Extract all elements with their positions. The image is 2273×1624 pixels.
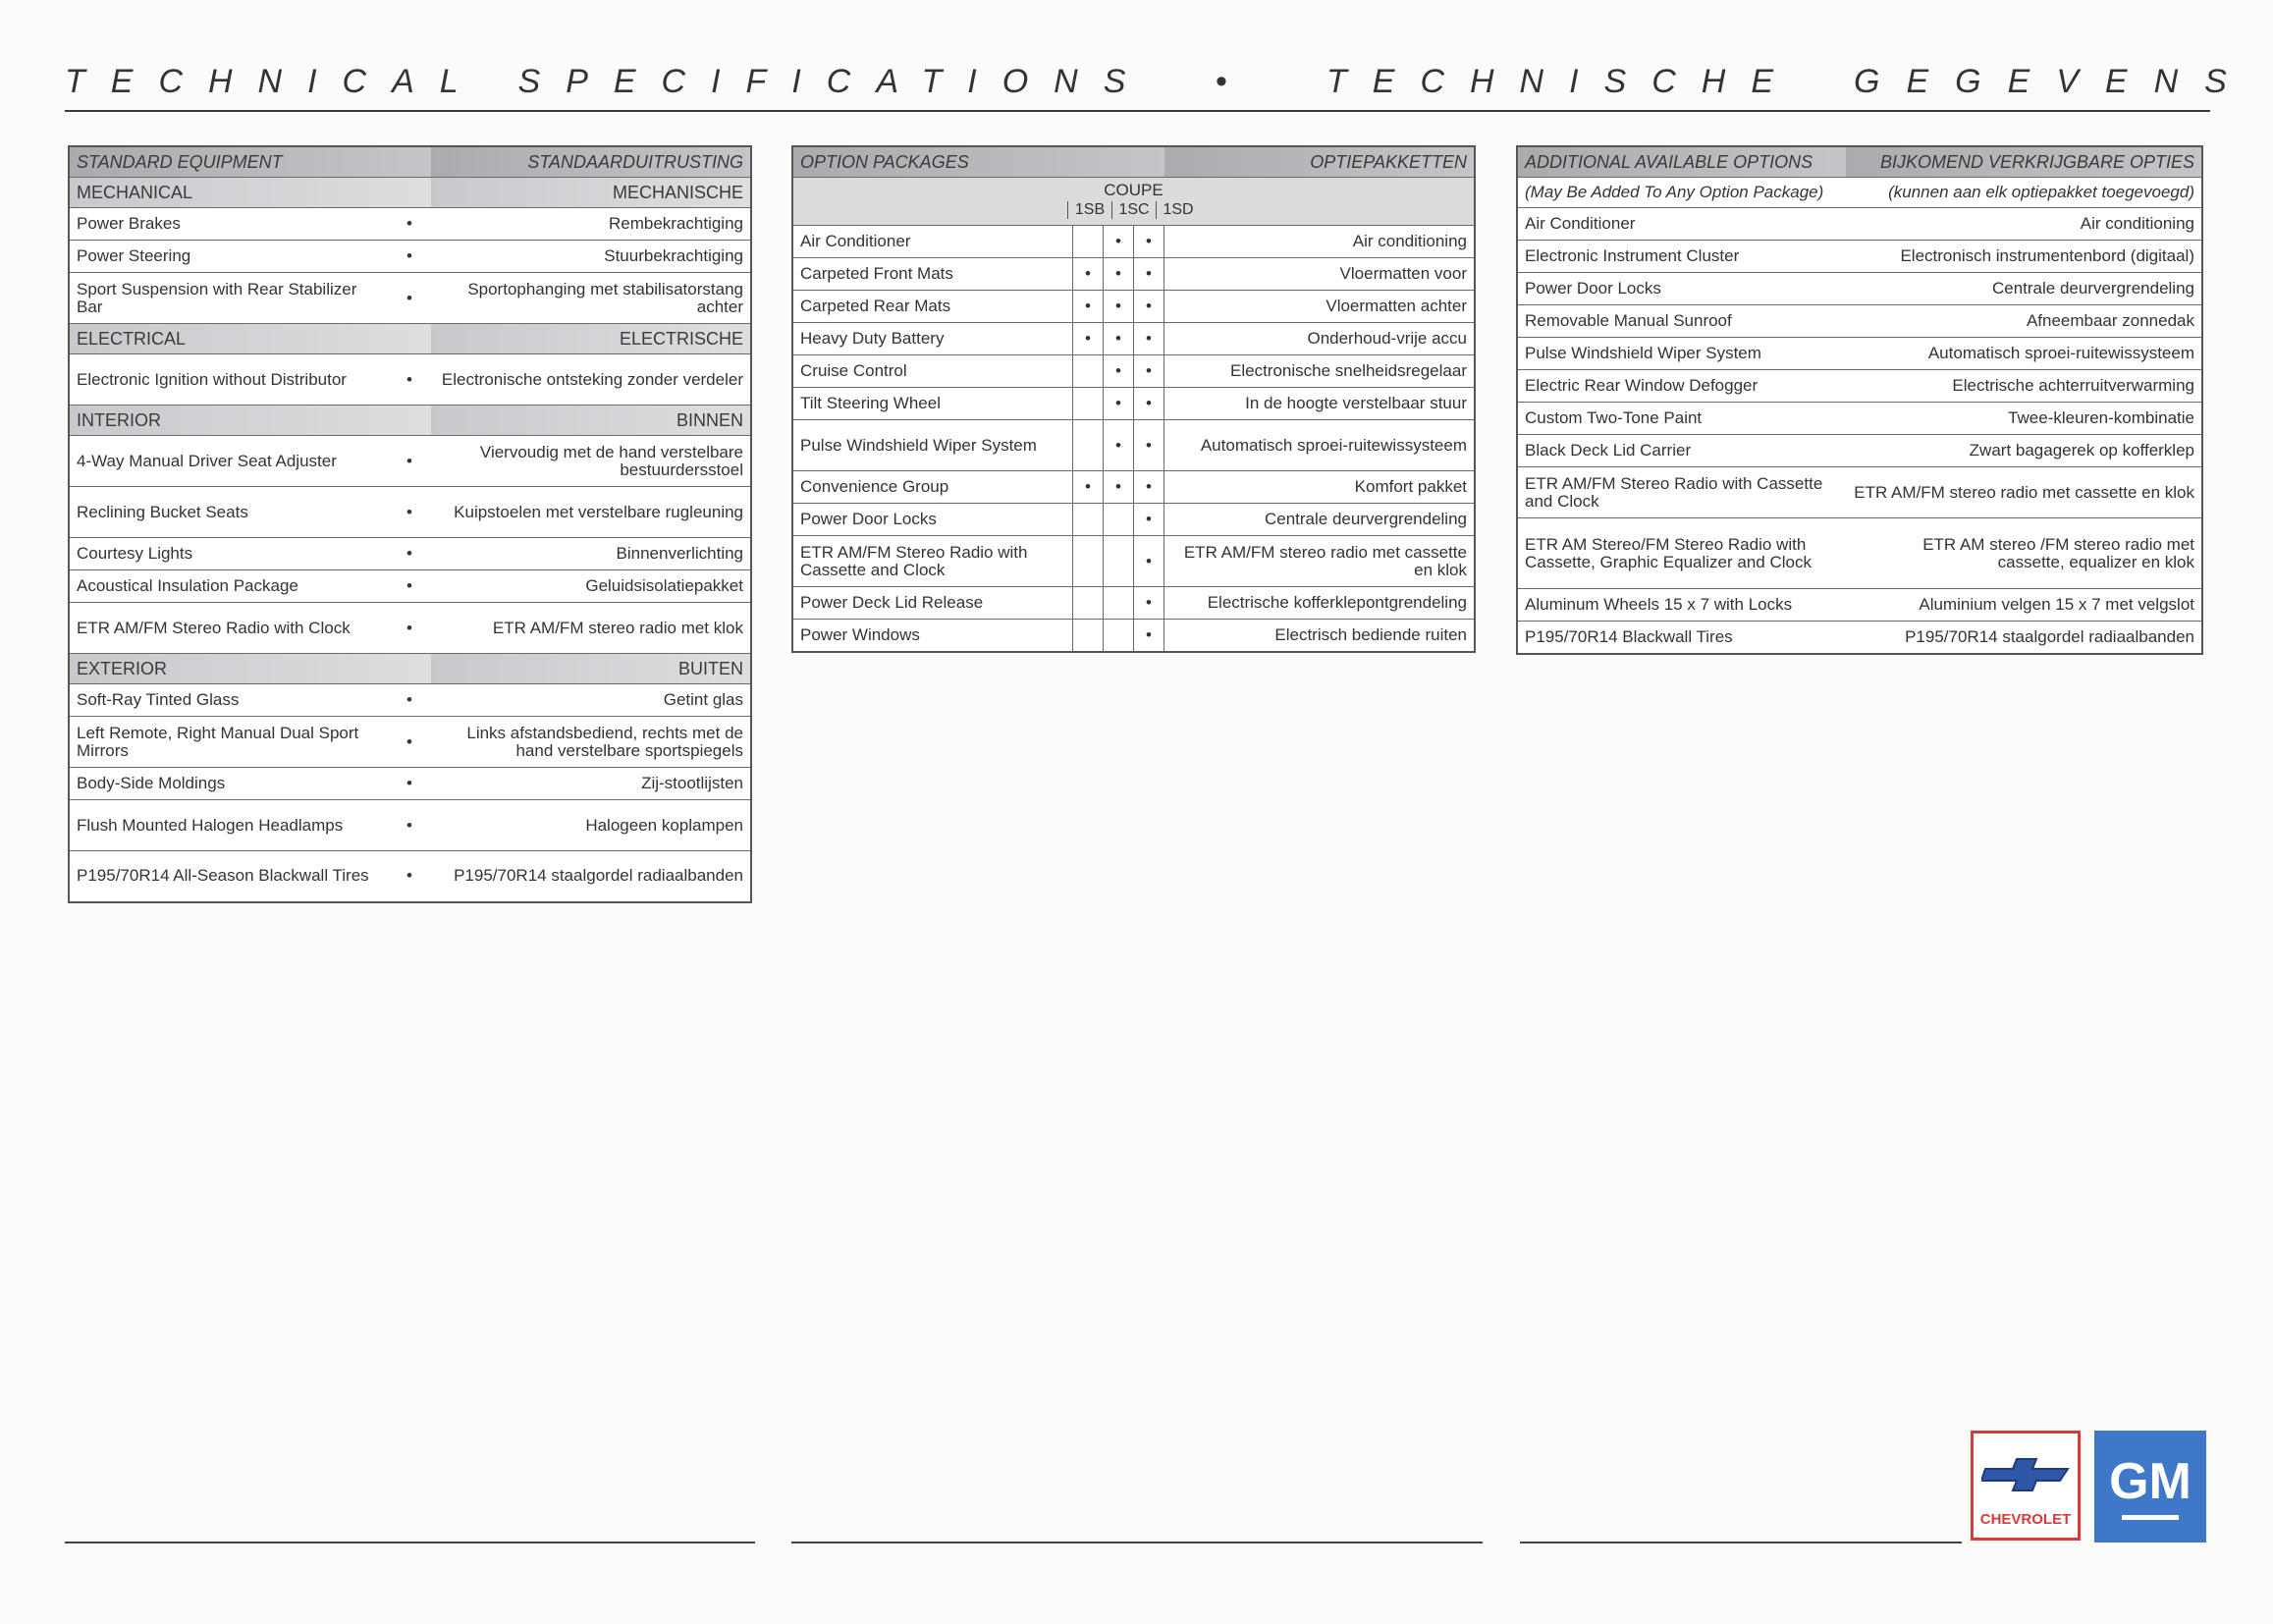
- package-mark: •: [1134, 620, 1164, 652]
- option-name-en: Convenience Group: [792, 471, 1073, 504]
- option-name-en: Power Deck Lid Release: [792, 587, 1073, 620]
- subtitle-nl: (kunnen aan elk optiepakket toegevoegd): [1846, 178, 2202, 208]
- section-label-nl: MECHANISCHE: [431, 178, 751, 208]
- feature-name-en: 4-Way Manual Driver Seat Adjuster: [69, 436, 388, 487]
- footer-rule-right: [1520, 1542, 1962, 1543]
- footer-rule-middle: [791, 1542, 1483, 1543]
- package-mark: •: [1134, 355, 1164, 388]
- option-name-en: Carpeted Front Mats: [792, 258, 1073, 291]
- section-header-row: [69, 406, 751, 436]
- feature-name-en: Power Steering: [69, 241, 388, 273]
- option-name-nl: Komfort pakket: [1164, 471, 1476, 504]
- package-mark: •: [1134, 323, 1164, 355]
- page-header: [65, 61, 2253, 112]
- option-name-nl: Twee-kleuren-kombinatie: [1846, 403, 2202, 435]
- option-name-nl: Electronisch instrumentenbord (digitaal): [1846, 241, 2202, 273]
- table-row: [69, 487, 751, 538]
- feature-name-en: P195/70R14 All-Season Blackwall Tires: [69, 851, 388, 902]
- option-name-en: Pulse Windshield Wiper System: [792, 420, 1073, 471]
- options-title-row: [792, 146, 1475, 178]
- option-name-nl: Electronische snelheidsregelaar: [1164, 355, 1476, 388]
- table-row: [1517, 435, 2202, 467]
- table-row: [1517, 241, 2202, 273]
- feature-name-nl: Electronische ontsteking zonder verdeler: [431, 354, 751, 406]
- feature-name-nl: Stuurbekrachtiging: [431, 241, 751, 273]
- table-row: [69, 241, 751, 273]
- option-name-nl: Electrische achterruitverwarming: [1846, 370, 2202, 403]
- table-row: [1517, 208, 2202, 241]
- table-row: [1517, 370, 2202, 403]
- option-name-nl: Afneembaar zonnedak: [1846, 305, 2202, 338]
- feature-name-nl: Links afstandsbediend, rechts met de hand verstelbare sportspiegels: [431, 717, 751, 768]
- standard-mark: •: [388, 208, 431, 241]
- table-row: [69, 800, 751, 851]
- table-row: [792, 587, 1475, 620]
- table-row: [792, 504, 1475, 536]
- feature-name-nl: Geluidsisolatiepakket: [431, 570, 751, 603]
- table-row: [1517, 518, 2202, 589]
- table-row: [69, 570, 751, 603]
- package-mark: [1073, 420, 1104, 471]
- feature-name-en: Power Brakes: [69, 208, 388, 241]
- package-mark: [1104, 504, 1134, 536]
- option-name-nl: Aluminium velgen 15 x 7 met velgslot: [1846, 589, 2202, 622]
- feature-name-en: Courtesy Lights: [69, 538, 388, 570]
- table-row: [792, 420, 1475, 471]
- package-mark: •: [1134, 291, 1164, 323]
- option-name-nl: Centrale deurvergrendeling: [1164, 504, 1476, 536]
- option-name-en: Air Conditioner: [1517, 208, 1846, 241]
- feature-name-en: Flush Mounted Halogen Headlamps: [69, 800, 388, 851]
- standard-mark: •: [388, 241, 431, 273]
- option-name-en: ETR AM/FM Stereo Radio with Cassette and Clock: [792, 536, 1073, 587]
- option-name-nl: Vloermatten achter: [1164, 291, 1476, 323]
- option-name-en: Pulse Windshield Wiper System: [1517, 338, 1846, 370]
- table-row: [69, 273, 751, 324]
- table-row: [792, 226, 1475, 258]
- table-row: [1517, 589, 2202, 622]
- option-name-en: ETR AM Stereo/FM Stereo Radio with Cassette, Graphic Equalizer and Clock: [1517, 518, 1846, 589]
- section-label-nl: ELECTRISCHE: [431, 324, 751, 354]
- option-name-en: Power Door Locks: [792, 504, 1073, 536]
- package-mark: [1073, 226, 1104, 258]
- package-mark: •: [1134, 258, 1164, 291]
- package-mark: •: [1134, 388, 1164, 420]
- package-mark: •: [1134, 420, 1164, 471]
- option-name-nl: Onderhoud-vrije accu: [1164, 323, 1476, 355]
- table-row: [69, 768, 751, 800]
- gm-logo: [2094, 1431, 2206, 1543]
- package-mark: •: [1134, 226, 1164, 258]
- table-row: [792, 536, 1475, 587]
- table-title-nl: STANDAARDUITRUSTING: [431, 146, 751, 178]
- subtitle-en: (May Be Added To Any Option Package): [1517, 178, 1846, 208]
- option-name-en: Black Deck Lid Carrier: [1517, 435, 1846, 467]
- package-mark: •: [1073, 258, 1104, 291]
- option-name-en: Cruise Control: [792, 355, 1073, 388]
- feature-name-en: Electronic Ignition without Distributor: [69, 354, 388, 406]
- feature-name-en: ETR AM/FM Stereo Radio with Clock: [69, 603, 388, 654]
- option-name-nl: Zwart bagagerek op kofferklep: [1846, 435, 2202, 467]
- option-name-en: P195/70R14 Blackwall Tires: [1517, 622, 1846, 654]
- option-name-nl: Automatisch sproei-ruitewissysteem: [1846, 338, 2202, 370]
- section-label-en: ELECTRICAL: [69, 324, 431, 354]
- option-name-nl: In de hoogte verstelbaar stuur: [1164, 388, 1476, 420]
- standard-equipment-table: [68, 145, 752, 903]
- table-row: [69, 603, 751, 654]
- package-mark: •: [1104, 471, 1134, 504]
- coupe-header-cell: [792, 178, 1475, 226]
- feature-name-en: Acoustical Insulation Package: [69, 570, 388, 603]
- standard-title-row: [69, 146, 751, 178]
- header-title-nl-2: GEGEVENS: [1854, 63, 2253, 100]
- package-mark: •: [1073, 291, 1104, 323]
- package-code: 1SD: [1156, 201, 1200, 219]
- coupe-header-row: [792, 178, 1475, 226]
- table-row: [1517, 305, 2202, 338]
- additional-subtitle-row: [1517, 178, 2202, 208]
- standard-mark: •: [388, 684, 431, 717]
- standard-mark: •: [388, 768, 431, 800]
- standard-mark: •: [388, 800, 431, 851]
- table-title-en: ADDITIONAL AVAILABLE OPTIONS: [1517, 146, 1846, 178]
- section-label-en: EXTERIOR: [69, 654, 431, 684]
- option-name-en: Air Conditioner: [792, 226, 1073, 258]
- package-mark: •: [1104, 291, 1134, 323]
- table-row: [69, 717, 751, 768]
- package-mark: [1073, 620, 1104, 652]
- package-mark: •: [1104, 388, 1134, 420]
- header-title-nl-1: TECHNISCHE: [1326, 63, 1800, 100]
- chevrolet-logo-text: CHEVROLET: [1979, 1511, 2072, 1528]
- package-code: 1SB: [1067, 201, 1111, 219]
- gm-logo-underline: [2122, 1515, 2179, 1520]
- standard-mark: •: [388, 538, 431, 570]
- section-label-en: INTERIOR: [69, 406, 431, 436]
- package-mark: [1073, 587, 1104, 620]
- table-title-en: OPTION PACKAGES: [792, 146, 1164, 178]
- table-row: [69, 436, 751, 487]
- package-code: 1SC: [1111, 201, 1156, 219]
- feature-name-en: Body-Side Moldings: [69, 768, 388, 800]
- standard-mark: •: [388, 354, 431, 406]
- coupe-label: COUPE: [1104, 181, 1164, 199]
- chevrolet-bowtie-icon: [1981, 1455, 2072, 1494]
- option-name-en: Power Door Locks: [1517, 273, 1846, 305]
- feature-name-en: Reclining Bucket Seats: [69, 487, 388, 538]
- option-name-en: Removable Manual Sunroof: [1517, 305, 1846, 338]
- standard-mark: •: [388, 603, 431, 654]
- table-row: [792, 620, 1475, 652]
- feature-name-nl: Kuipstoelen met verstelbare rugleuning: [431, 487, 751, 538]
- table-row: [1517, 273, 2202, 305]
- option-name-en: Custom Two-Tone Paint: [1517, 403, 1846, 435]
- feature-name-nl: ETR AM/FM stereo radio met klok: [431, 603, 751, 654]
- option-packages-table: [791, 145, 1476, 653]
- package-mark: •: [1073, 471, 1104, 504]
- table-row: [69, 684, 751, 717]
- option-name-en: Aluminum Wheels 15 x 7 with Locks: [1517, 589, 1846, 622]
- package-mark: [1073, 388, 1104, 420]
- table-row: [69, 208, 751, 241]
- option-name-nl: Automatisch sproei-ruitewissysteem: [1164, 420, 1476, 471]
- additional-title-row: [1517, 146, 2202, 178]
- feature-name-en: Left Remote, Right Manual Dual Sport Mirrors: [69, 717, 388, 768]
- option-name-nl: Air conditioning: [1846, 208, 2202, 241]
- table-title-en: STANDARD EQUIPMENT: [69, 146, 431, 178]
- package-mark: [1073, 504, 1104, 536]
- section-header-row: [69, 654, 751, 684]
- package-mark: [1104, 536, 1134, 587]
- option-name-en: Heavy Duty Battery: [792, 323, 1073, 355]
- option-name-nl: Vloermatten voor: [1164, 258, 1476, 291]
- package-mark: [1104, 620, 1134, 652]
- table-row: [792, 388, 1475, 420]
- option-name-nl: ETR AM stereo /FM stereo radio met cassette, equalizer en klok: [1846, 518, 2202, 589]
- footer-rule-left: [65, 1542, 755, 1543]
- standard-mark: •: [388, 436, 431, 487]
- header-title-en: TECHNICAL SPECIFICATIONS: [65, 63, 1152, 100]
- package-mark: [1073, 355, 1104, 388]
- section-label-nl: BUITEN: [431, 654, 751, 684]
- feature-name-nl: Halogeen koplampen: [431, 800, 751, 851]
- table-row: [1517, 338, 2202, 370]
- package-mark: •: [1134, 536, 1164, 587]
- standard-mark: •: [388, 717, 431, 768]
- feature-name-nl: Zij-stootlijsten: [431, 768, 751, 800]
- option-name-nl: Air conditioning: [1164, 226, 1476, 258]
- option-name-nl: Centrale deurvergrendeling: [1846, 273, 2202, 305]
- standard-mark: •: [388, 273, 431, 324]
- package-mark: •: [1104, 323, 1134, 355]
- chevrolet-logo: [1971, 1431, 2081, 1541]
- feature-name-en: Soft-Ray Tinted Glass: [69, 684, 388, 717]
- feature-name-nl: Viervoudig met de hand verstelbare bestuurdersstoel: [431, 436, 751, 487]
- feature-name-nl: Sportophanging met stabilisatorstang achter: [431, 273, 751, 324]
- section-label-nl: BINNEN: [431, 406, 751, 436]
- section-header-row: [69, 324, 751, 354]
- table-title-nl: OPTIEPAKKETTEN: [1164, 146, 1476, 178]
- feature-name-nl: Rembekrachtiging: [431, 208, 751, 241]
- additional-options-table: [1516, 145, 2203, 655]
- package-mark: [1073, 536, 1104, 587]
- feature-name-nl: Getint glas: [431, 684, 751, 717]
- option-name-en: Carpeted Rear Mats: [792, 291, 1073, 323]
- gm-logo-text: GM: [2109, 1453, 2192, 1510]
- table-row: [1517, 467, 2202, 518]
- package-mark: •: [1104, 258, 1134, 291]
- standard-mark: •: [388, 851, 431, 902]
- option-name-nl: ETR AM/FM stereo radio met cassette en klok: [1164, 536, 1476, 587]
- package-mark: •: [1134, 504, 1164, 536]
- feature-name-en: Sport Suspension with Rear Stabilizer Bar: [69, 273, 388, 324]
- option-name-en: Electric Rear Window Defogger: [1517, 370, 1846, 403]
- table-row: [1517, 403, 2202, 435]
- feature-name-nl: Binnenverlichting: [431, 538, 751, 570]
- table-title-nl: BIJKOMEND VERKRIJGBARE OPTIES: [1846, 146, 2202, 178]
- package-mark: •: [1104, 226, 1134, 258]
- option-name-nl: ETR AM/FM stereo radio met cassette en klok: [1846, 467, 2202, 518]
- option-name-en: Power Windows: [792, 620, 1073, 652]
- table-row: [69, 851, 751, 902]
- option-name-en: ETR AM/FM Stereo Radio with Cassette and Clock: [1517, 467, 1846, 518]
- table-row: [792, 291, 1475, 323]
- section-header-row: [69, 178, 751, 208]
- table-row: [792, 258, 1475, 291]
- package-mark: •: [1104, 420, 1134, 471]
- table-row: [1517, 622, 2202, 654]
- table-row: [69, 354, 751, 406]
- option-name-nl: Electrische kofferklepontgrendeling: [1164, 587, 1476, 620]
- package-mark: •: [1073, 323, 1104, 355]
- standard-mark: •: [388, 487, 431, 538]
- package-mark: [1104, 587, 1134, 620]
- table-row: [792, 323, 1475, 355]
- feature-name-nl: P195/70R14 staalgordel radiaalbanden: [431, 851, 751, 902]
- table-row: [792, 471, 1475, 504]
- package-mark: •: [1104, 355, 1134, 388]
- section-label-en: MECHANICAL: [69, 178, 431, 208]
- option-name-en: Tilt Steering Wheel: [792, 388, 1073, 420]
- option-name-nl: Electrisch bediende ruiten: [1164, 620, 1476, 652]
- package-mark: •: [1134, 587, 1164, 620]
- header-separator: •: [1216, 63, 1227, 100]
- standard-mark: •: [388, 570, 431, 603]
- option-name-nl: P195/70R14 staalgordel radiaalbanden: [1846, 622, 2202, 654]
- table-row: [69, 538, 751, 570]
- table-row: [792, 355, 1475, 388]
- package-mark: •: [1134, 471, 1164, 504]
- option-name-en: Electronic Instrument Cluster: [1517, 241, 1846, 273]
